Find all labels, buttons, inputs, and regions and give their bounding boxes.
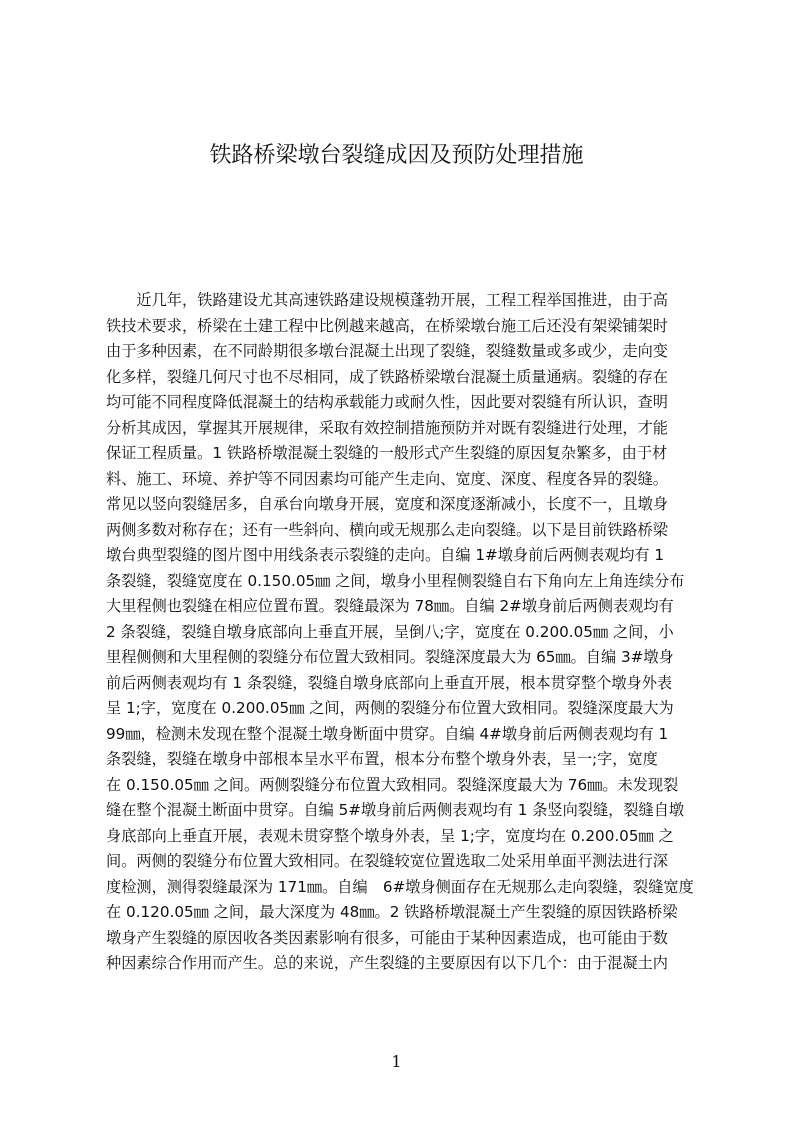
page-number: 1 [391,1052,402,1071]
text-line: 化多样，裂缝几何尺寸也不尽相同，成了铁路桥梁墩台混凝土质量通病。裂缝的存在 [106,367,668,386]
body-paragraph [106,288,700,977]
text-line: 里程侧侧和大里程侧的裂缝分布位置大致相同。裂缝深度最大为 65㎜。自编 3#墩身 [106,648,674,666]
text-line: 条裂缝，裂缝宽度在 0.150.05㎜ 之间，墩身小里程侧裂缝自右下角向左上角连续分布 [106,571,685,590]
text-line: 均可能不同程度降低混凝土的结构承载能力或耐久性，因此要对裂缝有所认识，查明 [106,393,668,411]
text-line: 缝在整个混凝土断面中贯穿。自编 5#墩身前后两侧表观均有 1 条竖向裂缝，裂缝自墩 [106,801,685,819]
text-line: 近几年，铁路建设尤其高速铁路建设规模蓬勃开展，工程工程举国推进，由于高 [106,291,668,309]
text-line: 2 条裂缝，裂缝自墩身底部向上垂直开展，呈倒八;字，宽度在 0.200.05㎜ 之间，小 [106,622,674,641]
text-line: 身底部向上垂直开展，表观未贯穿整个墩身外表，呈 1;字，宽度均在 0.200.05㎜ 之 [106,826,674,845]
text-line: 在 0.150.05㎜ 之间。两侧裂缝分布位置大致相同。裂缝深度最大为 76㎜。未发现裂 [106,775,679,794]
text-line: 常见以竖向裂缝居多，自承台向墩身开展，宽度和深度逐渐减小，长度不一，且墩身 [106,495,668,513]
text-line: 条裂缝，裂缝在墩身中部根本呈水平布置，根本分布整个墩身外表，呈一;字，宽度 [106,750,658,768]
text-line: 由于多种因素，在不同龄期很多墩台混凝土出现了裂缝，裂缝数量或多或少，走向变 [106,342,668,360]
text-line: 墩身产生裂缝的原因收各类因素影响有很多，可能由于某种因素造成，也可能由于数 [106,928,668,947]
text-line: 前后两侧表观均有 1 条裂缝，裂缝自墩身底部向上垂直开展，根本贯穿整个墩身外表 [106,673,673,692]
text-line: 铁技术要求，桥梁在土建工程中比例越来越高，在桥梁墩台施工后还没有架梁铺架时 [106,316,668,335]
text-line: 在 0.120.05㎜ 之间，最大深度为 48㎜。2 铁路桥墩混凝土产生裂缝的原因铁路桥梁 [106,903,678,921]
text-line: 墩台典型裂缝的图片图中用线条表示裂缝的走向。自编 1#墩身前后两侧表观均有 1 [106,546,665,564]
text-line: 保证工程质量。1 铁路桥墩混凝土裂缝的一般形式产生裂缝的原因复杂繁多，由于材 [106,444,668,462]
text-line: 种因素综合作用而产生。总的来说，产生裂缝的主要原因有以下几个：由于混凝土内 [106,954,668,972]
text-line: 99㎜，检测未发现在整个混凝土墩身断面中贯穿。自编 4#墩身前后两侧表观均有 1 [106,724,669,743]
text-line: 分析其成因，掌握其开展规律，采取有效控制措施预防并对既有裂缝进行处理，才能 [106,418,668,437]
text-line: 间。两侧的裂缝分布位置大致相同。在裂缝较宽位置选取二处采用单面平测法进行深 [106,852,668,870]
text-line: 两侧多数对称存在；还有一些斜向、横向或无规那么走向裂缝。以下是目前铁路桥梁 [106,520,668,539]
document-title: 铁路桥梁墩台裂缝成因及预防处理措施 [209,143,584,168]
text-line: 度检测，测得裂缝最深为 171㎜。自编 6#墩身侧面存在无规那么走向裂缝，裂缝宽度 [106,877,694,896]
text-line: 大里程侧也裂缝在相应位置布置。裂缝最深为 78㎜。自编 2#墩身前后两侧表观均有 [106,597,674,615]
text-line: 呈 1;字，宽度在 0.200.05㎜ 之间，两侧的裂缝分布位置大致相同。裂缝深度最大为 [106,699,674,717]
text-line: 料、施工、环境、养护等不同因素均可能产生走向、宽度、深度、程度各异的裂缝。 [106,469,668,488]
